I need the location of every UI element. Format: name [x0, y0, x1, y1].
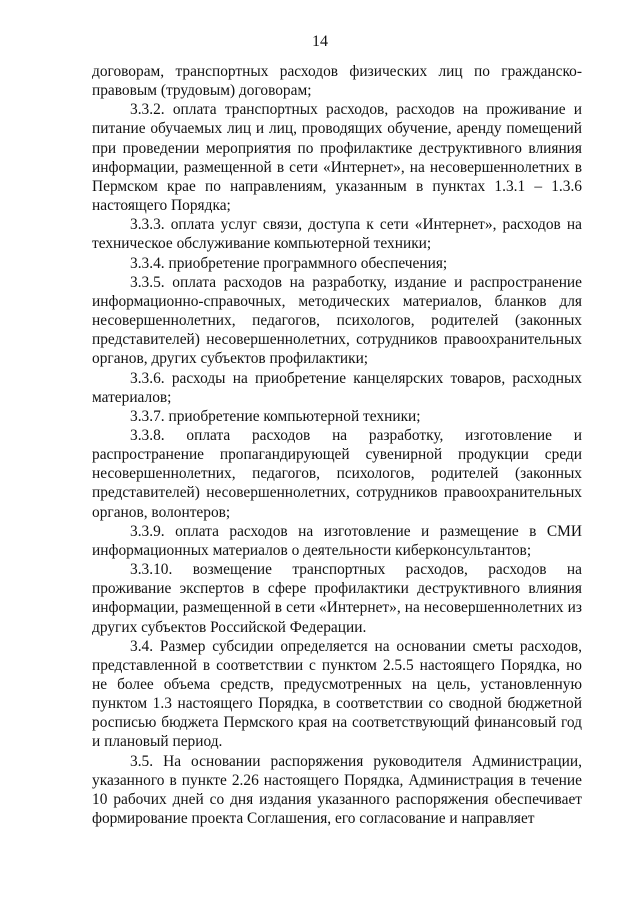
document-body	[92, 62, 582, 828]
paragraph-3-3-10: 3.3.10. возмещение транспортных расходов, расходов на проживание экспертов в сфере профилактики деструктивного влияния информации, размещенной в сети «Интернет», на несовершеннолетних из других субъектов Российской Федерации.	[92, 561, 582, 636]
paragraph-3-3-6: 3.3.6. расходы на приобретение канцелярских товаров, расходных материалов;	[92, 369, 582, 406]
page-number: 14	[312, 33, 328, 50]
paragraph-3-5: 3.5. На основании распоряжения руководителя Администрации, указанного в пункте 2.26 настоящего Порядка, Администрация в течение 10 рабочих дней со дня издания указанного распоряжения обеспечивает формирование проекта Соглашения, его согласование и направляет	[92, 752, 582, 828]
paragraph-3-3-4: 3.3.4. приобретение программного обеспечения;	[130, 254, 448, 272]
paragraph-3-3-7: 3.3.7. приобретение компьютерной техники;	[130, 407, 421, 425]
paragraph-3-3-2: 3.3.2. оплата транспортных расходов, расходов на проживание и питание обучаемых лиц и лиц, проводящих обучение, аренду помещений при проведении мероприятия по профилактике деструктивного влияния информации, размещенной в сети «Интернет», на несовершеннолетних в Пермском крае по направлениям, указанным в пунктах 1.3.1 – 1.3.6 настоящего Порядка;	[92, 101, 582, 215]
paragraph-3-3-8: 3.3.8. оплата расходов на разработку, изготовление и распространение пропагандирующей сувенирной продукции среди несовершеннолетних, педагогов, психологов, родителей (законных представителей) несовершеннолетних, сотрудников правоохранительных органов, волонтеров;	[92, 426, 582, 521]
paragraph-3-3-5: 3.3.5. оплата расходов на разработку, издание и распространение информационно-справочных, методических материалов, бланков для несовершеннолетних, педагогов, психологов, родителей (законных представителей) несовершеннолетних, сотрудников правоохранительных органов, других субъектов профилактики;	[92, 273, 582, 368]
paragraph-3-3-3: 3.3.3. оплата услуг связи, доступа к сети «Интернет», расходов на техническое обслуживание компьютерной техники;	[92, 216, 582, 253]
paragraph-3-3-9: 3.3.9. оплата расходов на изготовление и размещение в СМИ информационных материалов о деятельности киберконсультантов;	[92, 522, 582, 559]
paragraph-3-4: 3.4. Размер субсидии определяется на основании сметы расходов, представленной в соответствии с пунктом 2.5.5 настоящего Порядка, но не более объема средств, предусмотренных на цель, установленную пунктом 1.3 настоящего Порядка, в соответствии со сводной бюджетной росписью бюджета Пермского края на соответствующий финансовый год и плановый период.	[92, 637, 582, 751]
paragraph-continuation: договорам, транспортных расходов физических лиц по гражданско-правовым (трудовым) договорам;	[92, 63, 582, 100]
